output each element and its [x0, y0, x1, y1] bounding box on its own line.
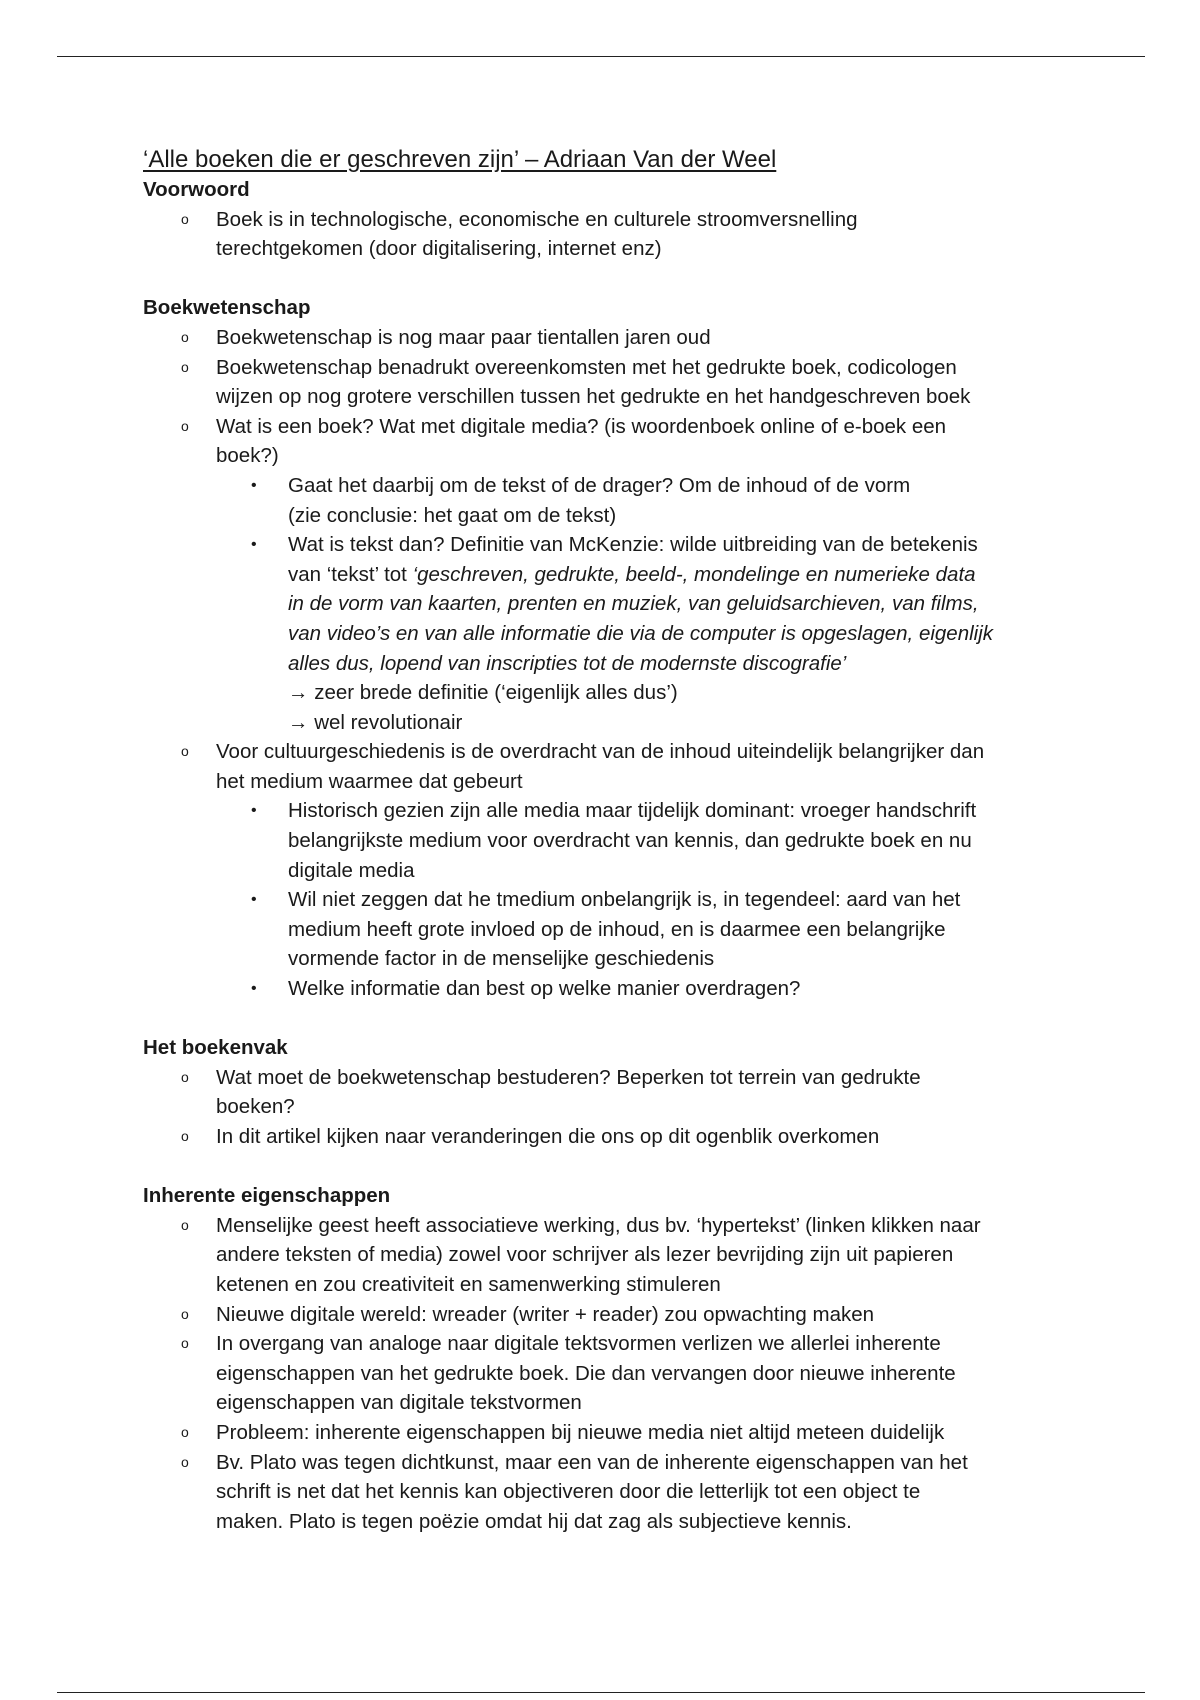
list-item [143, 1211, 1073, 1300]
item-text-line: Boekwetenschap benadrukt overeenkomsten met het gedrukte boek, codicologen [216, 355, 957, 379]
sub-item-text-line: medium heeft grote invloed op de inhoud, en is daarmee een belangrijke [288, 917, 946, 941]
list-item [143, 1300, 1073, 1330]
item-text-line: Wat is een boek? Wat met digitale media? (is woordenboek online of e-boek een [216, 414, 947, 438]
arrow-note-line [288, 678, 1073, 708]
item-text-line: Boek is in technologische, economische en culturele stroomversnelling [216, 207, 858, 231]
right-arrow-icon: → [288, 710, 309, 734]
item-text-line: Voor cultuurgeschiedenis is de overdracht van de inhoud uiteindelijk belangrijker dan [216, 740, 985, 764]
sub-list-item [216, 530, 1073, 737]
sub-list-item [216, 974, 1073, 1004]
circle-bullet-icon: o [181, 210, 189, 227]
circle-bullet-icon: o [181, 1305, 189, 1322]
item-text-line: wijzen op nog grotere verschillen tussen het gedrukte en het handgeschreven boek [216, 385, 971, 409]
mixed-text-line [288, 560, 1073, 590]
item-text-line: boek?) [216, 444, 279, 468]
sub-item-text-line: Historisch gezien zijn alle media maar tijdelijk dominant: vroeger handschrift [288, 799, 977, 823]
item-text-line: andere teksten of media) zowel voor schrijver als lezer bevrijding zijn uit papieren [216, 1243, 954, 1267]
sub-item-text-line: Wil niet zeggen dat he tmedium onbelangrijk is, in tegendeel: aard van het [288, 888, 961, 912]
section-spacer [143, 264, 1073, 294]
disc-bullet-icon: • [251, 891, 257, 909]
bullet-list [143, 323, 1073, 1004]
list-item [143, 353, 1073, 412]
circle-bullet-icon: o [181, 328, 189, 345]
arrow-note-line [288, 708, 1073, 738]
item-text-line: schrift is net dat het kennis kan objectiveren door die letterlijk tot een object te [216, 1480, 921, 1504]
bullet-list [143, 1063, 1073, 1152]
circle-bullet-icon: o [181, 1423, 189, 1440]
quote-text-line: van video’s en van alle informatie die via de computer is opgeslagen, eigenlijk [288, 621, 994, 645]
sub-bullet-list [216, 796, 1073, 1003]
plain-text-segment: van ‘tekst’ tot [288, 562, 413, 586]
item-text-line: Menselijke geest heeft associatieve werking, dus bv. ‘hypertekst’ (linken klikken naar [216, 1213, 981, 1237]
disc-bullet-icon: • [251, 980, 257, 998]
sub-item-text-line: vormende factor in de menselijke geschiedenis [288, 947, 715, 971]
list-item [143, 1122, 1073, 1152]
circle-bullet-icon: o [181, 1216, 189, 1233]
section-spacer [143, 1004, 1073, 1034]
sub-item-text-line: Welke informatie dan best op welke manier overdragen? [288, 977, 801, 1001]
circle-bullet-icon: o [181, 417, 189, 434]
list-item [143, 412, 1073, 738]
list-item [143, 323, 1073, 353]
item-text-line: Bv. Plato was tegen dichtkunst, maar een van de inherente eigenschappen van het [216, 1450, 968, 1474]
item-text-line: Probleem: inherente eigenschappen bij nieuwe media niet altijd meteen duidelijk [216, 1420, 945, 1444]
circle-bullet-icon: o [181, 358, 189, 375]
section-heading: Boekwetenschap [143, 296, 311, 320]
circle-bullet-icon: o [181, 1128, 189, 1144]
section-heading: Het boekenvak [143, 1036, 288, 1060]
sub-list-item [216, 885, 1073, 974]
document-title: ‘Alle boeken die er geschreven zijn’ – Adriaan Van der Weel [143, 146, 777, 173]
bullet-list [143, 205, 1073, 264]
sub-item-text-line: Wat is tekst dan? Definitie van McKenzie: wilde uitbreiding van de betekenis [288, 533, 978, 557]
item-text-line: terechtgekomen (door digitalisering, internet enz) [216, 237, 662, 261]
sub-item-text-line: (zie conclusie: het gaat om de tekst) [288, 503, 617, 527]
item-text-line: ketenen en zou creativiteit en samenwerking stimuleren [216, 1272, 721, 1296]
section-spacer [143, 1152, 1073, 1182]
circle-bullet-icon: o [181, 1335, 189, 1352]
right-arrow-icon: → [288, 681, 309, 705]
section-heading: Voorwoord [143, 178, 250, 201]
document-body [143, 145, 1073, 1536]
list-item [143, 1063, 1073, 1122]
sub-list-item [216, 796, 1073, 885]
item-text-line: maken. Plato is tegen poëzie omdat hij dat zag als subjectieve kennis. [216, 1509, 852, 1533]
item-text-line: Nieuwe digitale wereld: wreader (writer + reader) zou opwachting maken [216, 1302, 875, 1326]
item-text-line: eigenschappen van het gedrukte boek. Die dan vervangen door nieuwe inherente [216, 1361, 956, 1385]
list-item [143, 1329, 1073, 1418]
quote-text-segment: ‘geschreven, gedrukte, beeld-, mondelinge en numerieke data [412, 562, 976, 586]
circle-bullet-icon: o [181, 743, 189, 760]
sections-container [143, 175, 1073, 1536]
quote-text-line: in de vorm van kaarten, prenten en muziek, van geluidsarchieven, van films, [288, 592, 979, 616]
list-item [143, 1418, 1073, 1448]
circle-bullet-icon: o [181, 1068, 189, 1085]
sub-item-text-line: digitale media [288, 858, 415, 882]
sub-item-text-line: belangrijkste medium voor overdracht van kennis, dan gedrukte boek en nu [288, 829, 972, 853]
header-rule [57, 56, 1145, 57]
list-item [143, 205, 1073, 264]
item-text-line: In dit artikel kijken naar veranderingen die ons op dit ogenblik overkomen [216, 1125, 880, 1148]
item-text-line: In overgang van analoge naar digitale tektsvormen verlizen we allerlei inherente [216, 1332, 941, 1356]
list-item [143, 737, 1073, 1003]
sub-bullet-list [216, 471, 1073, 737]
disc-bullet-icon: • [251, 802, 257, 820]
arrow-note-text: zeer brede definitie (‘eigenlijk alles dus’) [314, 681, 678, 705]
disc-bullet-icon: • [251, 476, 257, 494]
footer-rule [57, 1692, 1145, 1693]
arrow-note-text: wel revolutionair [314, 710, 463, 734]
item-text-line: Boekwetenschap is nog maar paar tientallen jaren oud [216, 325, 711, 349]
disc-bullet-icon: • [251, 536, 257, 554]
list-item [143, 1448, 1073, 1537]
quote-text-line: alles dus, lopend van inscripties tot de modernste discografie’ [288, 651, 847, 675]
item-text-line: het medium waarmee dat gebeurt [216, 769, 523, 793]
circle-bullet-icon: o [181, 1453, 189, 1470]
sub-item-text-line: Gaat het daarbij om de tekst of de drager? Om de inhoud of de vorm [288, 473, 911, 497]
bullet-list [143, 1211, 1073, 1537]
item-text-line: Wat moet de boekwetenschap bestuderen? Beperken tot terrein van gedrukte [216, 1065, 921, 1089]
item-text-line: boeken? [216, 1095, 295, 1119]
item-text-line: eigenschappen van digitale tekstvormen [216, 1391, 582, 1415]
section-heading: Inherente eigenschappen [143, 1184, 391, 1208]
sub-list-item [216, 471, 1073, 530]
